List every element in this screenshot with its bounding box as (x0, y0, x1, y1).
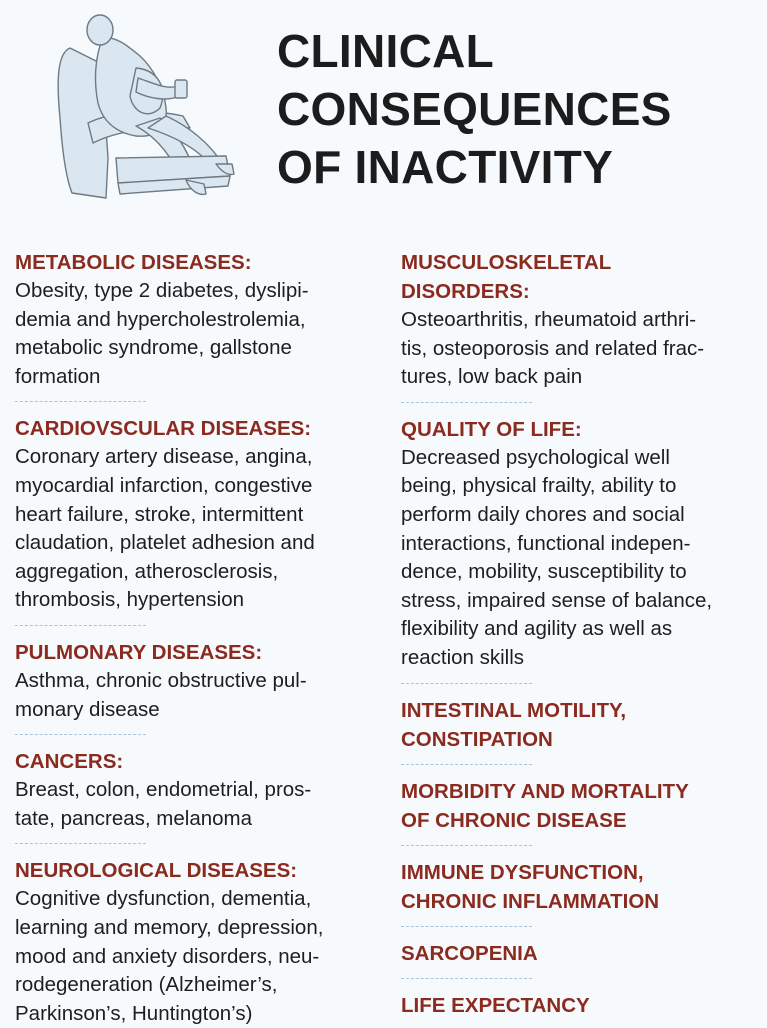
section-body (15, 443, 380, 615)
title-line-3: OF INACTIVITY (277, 141, 614, 193)
body-line: claudation, platelet adhesion and (15, 531, 315, 555)
section-cancers (15, 747, 380, 833)
body-line: reaction skills (401, 645, 525, 669)
section-pulmonary (15, 638, 380, 724)
heading-line: IMMUNE DYSFUNCTION, (401, 860, 644, 884)
heading-line: MUSCULOSKELETAL (401, 251, 612, 274)
body-line: Asthma, chronic obstructive pul- (15, 668, 307, 692)
body-line: dence, mobility, susceptibility to (401, 560, 687, 584)
body-line: being, physical frailty, ability to (401, 474, 677, 498)
body-line: stress, impaired sense of balance, (401, 588, 713, 612)
body-line: thrombosis, hypertension (15, 588, 245, 612)
section-body (15, 776, 380, 833)
body-line: aggregation, atherosclerosis, (15, 559, 279, 583)
section-body (401, 444, 761, 673)
section-morbidity-mortality (401, 777, 763, 835)
divider (15, 843, 146, 844)
heading-line: INTESTINAL MOTILITY, (401, 698, 627, 722)
section-body (15, 277, 380, 391)
section-quality-of-life (401, 415, 763, 673)
divider (401, 764, 532, 765)
person-in-recliner-icon (48, 8, 238, 208)
left-column (15, 248, 380, 1028)
body-line: Parkinson’s, Huntington’s) (15, 1001, 253, 1025)
heading-line: MORBIDITY AND MORTALITY (401, 779, 689, 803)
section-cardiovascular (15, 414, 380, 615)
body-line: Coronary artery disease, angina, (15, 445, 313, 469)
body-line: monary disease (15, 697, 160, 721)
heading-line: SARCOPENIA (401, 941, 538, 965)
section-heading: PULMONARY DISEASES: (15, 640, 263, 664)
divider (15, 625, 146, 626)
section-heading (401, 777, 763, 835)
body-line: tis, osteoporosis and related frac- (401, 336, 705, 360)
body-line: formation (15, 364, 101, 388)
heading-line: DISORDERS: (401, 280, 530, 303)
divider (15, 734, 146, 735)
body-line: learning and memory, depression, (15, 915, 324, 939)
section-heading (401, 248, 763, 306)
section-immune-dysfunction (401, 858, 763, 916)
page-title (277, 22, 672, 196)
heading-line: LIFE EXPECTANCY (401, 993, 590, 1017)
section-heading (401, 415, 763, 444)
section-metabolic (15, 248, 380, 391)
body-line: Breast, colon, endometrial, pros- (15, 778, 312, 802)
body-line: heart failure, stroke, intermittent (15, 502, 304, 526)
right-column (401, 248, 763, 1020)
section-body (401, 306, 761, 392)
body-line: Cognitive dysfunction, dementia, (15, 887, 312, 911)
section-heading: CANCERS: (15, 750, 124, 774)
body-line: demia and hypercholestrolemia, (15, 307, 306, 331)
title-line-1: CLINICAL (277, 25, 495, 77)
section-body (15, 667, 380, 724)
body-line: perform daily chores and social (401, 502, 685, 526)
body-line: tate, pancreas, melanoma (15, 806, 253, 830)
body-line: rodegeneration (Alzheimer’s, (15, 973, 278, 997)
section-musculoskeletal (401, 248, 763, 392)
section-life-expectancy (401, 991, 763, 1020)
body-line: Obesity, type 2 diabetes, dyslipi- (15, 279, 309, 302)
section-neurological (15, 856, 380, 1028)
section-heading: METABOLIC DISEASES: (15, 251, 252, 274)
section-heading (401, 696, 763, 754)
divider (401, 683, 532, 684)
section-heading (401, 858, 763, 916)
title-line-2: CONSEQUENCES (277, 83, 672, 135)
section-heading (401, 991, 763, 1020)
body-line: mood and anxiety disorders, neu- (15, 944, 320, 968)
divider (401, 926, 532, 927)
heading-line: OF CHRONIC DISEASE (401, 808, 627, 832)
heading-line: QUALITY OF LIFE: (401, 417, 582, 441)
section-heading (401, 939, 763, 968)
divider (15, 401, 146, 402)
section-heading: NEUROLOGICAL DISEASES: (15, 859, 298, 883)
heading-line: CONSTIPATION (401, 727, 553, 751)
body-line: Decreased psychological well (401, 445, 670, 469)
section-intestinal-motility (401, 696, 763, 754)
heading-line: CHRONIC INFLAMMATION (401, 889, 660, 913)
section-heading: CARDIOVSCULAR DISEASES: (15, 417, 312, 441)
body-line: interactions, functional indepen- (401, 531, 691, 555)
body-line: myocardial infarction, congestive (15, 473, 313, 497)
section-body (15, 885, 380, 1028)
divider (401, 402, 532, 403)
section-sarcopenia (401, 939, 763, 968)
body-line: flexibility and agility as well as (401, 617, 673, 641)
body-line: tures, low back pain (401, 365, 583, 389)
divider (401, 978, 532, 979)
body-line: Osteoarthritis, rheumatoid arthri- (401, 308, 697, 331)
divider (401, 845, 532, 846)
body-line: metabolic syndrome, gallstone (15, 336, 292, 360)
